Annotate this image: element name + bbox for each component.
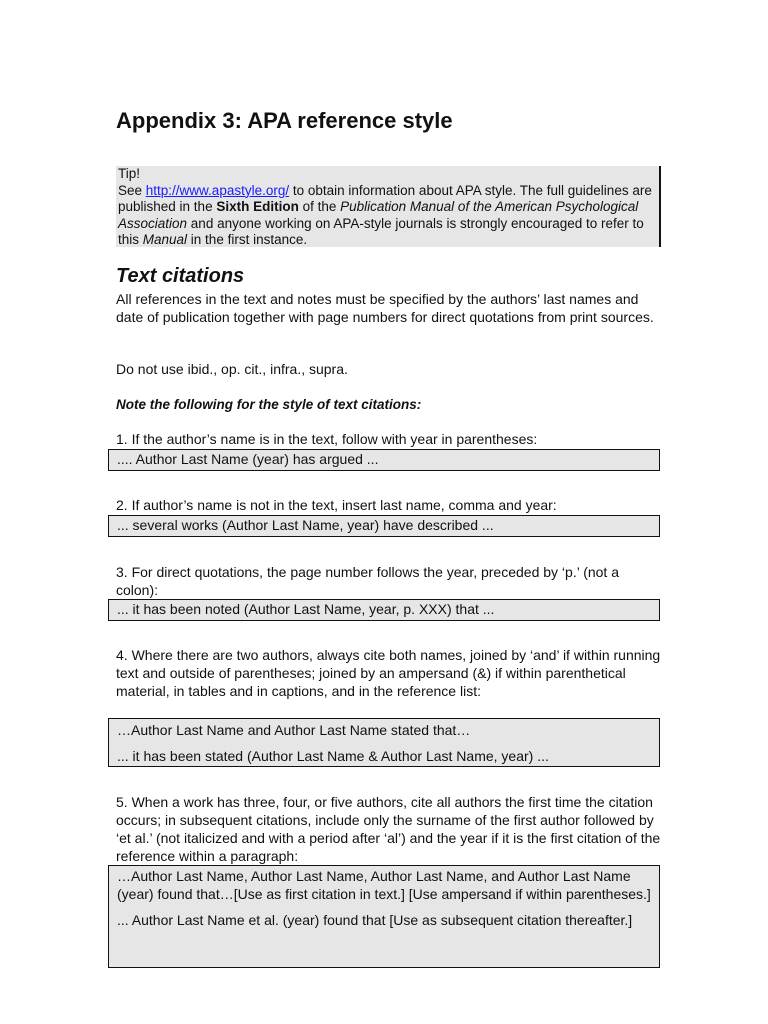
rule-5-text: 5. When a work has three, four, or five authors, cite all authors the first time the citation occurs; in subsequent citations, include only the surname of the first author followed by ‘et al.’ (not italicized and with a period after ‘al’) and the year if it is the first citation of the reference within a paragraph: <box>116 794 661 864</box>
tip-box <box>116 166 661 247</box>
page-title: Appendix 3: APA reference style <box>116 108 453 133</box>
example-text: ... it has been stated (Author Last Name & Author Last Name, year) ... <box>117 748 549 764</box>
example-text: …Author Last Name, Author Last Name, Author Last Name, and Author Last Name (year) found that…[Use as first citation in text.] [Use ampersand if within parentheses.] <box>117 868 651 902</box>
manual-word: Manual <box>142 232 188 247</box>
rule-1-example-box <box>108 449 660 471</box>
apastyle-link[interactable]: http://www.apastyle.org/ <box>145 182 290 198</box>
example-text: ... several works (Author Last Name, year) have described ... <box>117 517 494 533</box>
tip-text: See http://www.apastyle.org/ to obtain information about APA style. The full guidelines are published in the Sixth Edition of the Publication Manual of the American Psychological Association and anyone working on APA-style journals is strongly encouraged to refer to this Manual in the first instance. <box>118 182 652 247</box>
edition-text: Sixth Edition <box>216 199 299 214</box>
rule-4-example-box <box>108 718 660 767</box>
rule-2-text: 2. If author’s name is not in the text, insert last name, comma and year: <box>116 497 557 513</box>
tip-label: Tip! <box>118 166 141 181</box>
intro-paragraph: All references in the text and notes must be specified by the authors’ last names and date of publication together with page numbers for direct quotations from print sources. <box>116 291 654 325</box>
rule-5-example-box <box>108 865 660 968</box>
rule-3-text: 3. For direct quotations, the page number follows the year, preceded by ‘p.’ (not a colon): <box>116 564 619 598</box>
example-text: …Author Last Name and Author Last Name stated that… <box>117 722 471 738</box>
rule-1-text: 1. If the author’s name is in the text, follow with year in parentheses: <box>116 431 538 447</box>
rule-4-text: 4. Where there are two authors, always cite both names, joined by ‘and’ if within running text and outside of parentheses; joined by an ampersand (&) if within parenthetical material, in tables and in captions, and in the reference list: <box>116 647 661 699</box>
example-text: ... Author Last Name et al. (year) found that [Use as subsequent citation thereafter.] <box>117 912 633 928</box>
manual-title: Publication Manual of the American Psychological Association <box>118 199 639 231</box>
example-text: ... it has been noted (Author Last Name, year, p. XXX) that ... <box>117 601 495 617</box>
example-text: .... Author Last Name (year) has argued ... <box>117 451 379 467</box>
no-ibid-paragraph: Do not use ibid., op. cit., infra., supra. <box>116 361 348 377</box>
rule-3-example-box <box>108 599 660 621</box>
section-title: Text citations <box>116 265 245 287</box>
style-note: Note the following for the style of text citations: <box>116 397 422 412</box>
rule-2-example-box <box>108 515 660 537</box>
